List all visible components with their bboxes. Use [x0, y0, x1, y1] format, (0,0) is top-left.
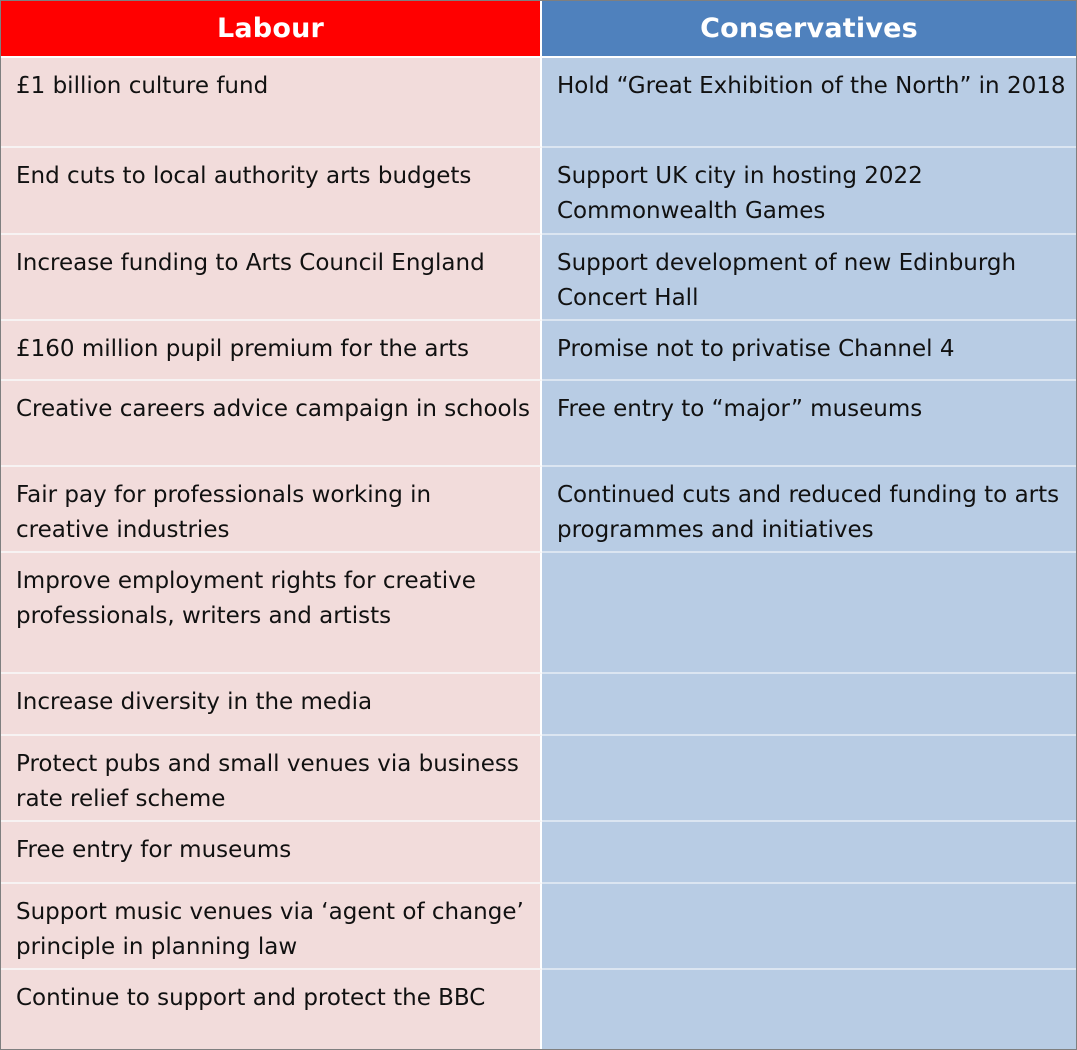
- labour-policy-cell: Fair pay for professionals working in creative industries: [1, 467, 542, 553]
- labour-policy-cell: Support music venues via ‘agent of change’ principle in planning law: [1, 884, 542, 970]
- conservatives-empty-cell: [542, 736, 1076, 822]
- labour-policy-cell: Increase funding to Arts Council England: [1, 235, 542, 321]
- conservatives-policy-cell: Hold “Great Exhibition of the North” in 2018: [542, 58, 1076, 148]
- table-row: [1, 148, 1076, 235]
- labour-policy-cell: Protect pubs and small venues via business rate relief scheme: [1, 736, 542, 822]
- conservatives-column-header: Conservatives: [542, 1, 1076, 58]
- conservatives-policy-cell: Continued cuts and reduced funding to arts programmes and initiatives: [542, 467, 1076, 553]
- labour-policy-cell: £160 million pupil premium for the arts: [1, 321, 542, 381]
- conservatives-empty-cell: [542, 970, 1076, 1050]
- conservatives-empty-cell: [542, 674, 1076, 736]
- policy-comparison-table: [1, 1, 1076, 1050]
- table-row: [1, 467, 1076, 553]
- table-header-row: [1, 1, 1076, 58]
- labour-policy-cell: Improve employment rights for creative professionals, writers and artists: [1, 553, 542, 674]
- table-row: [1, 736, 1076, 822]
- table-row: [1, 58, 1076, 148]
- labour-policy-cell: End cuts to local authority arts budgets: [1, 148, 542, 235]
- conservatives-policy-cell: Promise not to privatise Channel 4: [542, 321, 1076, 381]
- conservatives-empty-cell: [542, 553, 1076, 674]
- labour-policy-cell: Continue to support and protect the BBC: [1, 970, 542, 1050]
- conservatives-empty-cell: [542, 822, 1076, 884]
- conservatives-policy-cell: Support UK city in hosting 2022 Commonwealth Games: [542, 148, 1076, 235]
- table-row: [1, 970, 1076, 1050]
- table-row: [1, 235, 1076, 321]
- table-row: [1, 674, 1076, 736]
- table-row: [1, 553, 1076, 674]
- labour-policy-cell: Increase diversity in the media: [1, 674, 542, 736]
- labour-policy-cell: Creative careers advice campaign in schools: [1, 381, 542, 467]
- labour-column-header: Labour: [1, 1, 542, 58]
- table-row: [1, 321, 1076, 381]
- conservatives-policy-cell: Support development of new Edinburgh Concert Hall: [542, 235, 1076, 321]
- conservatives-empty-cell: [542, 884, 1076, 970]
- table-row: [1, 381, 1076, 467]
- labour-policy-cell: £1 billion culture fund: [1, 58, 542, 148]
- labour-policy-cell: Free entry for museums: [1, 822, 542, 884]
- conservatives-policy-cell: Free entry to “major” museums: [542, 381, 1076, 467]
- table-row: [1, 822, 1076, 884]
- table-row: [1, 884, 1076, 970]
